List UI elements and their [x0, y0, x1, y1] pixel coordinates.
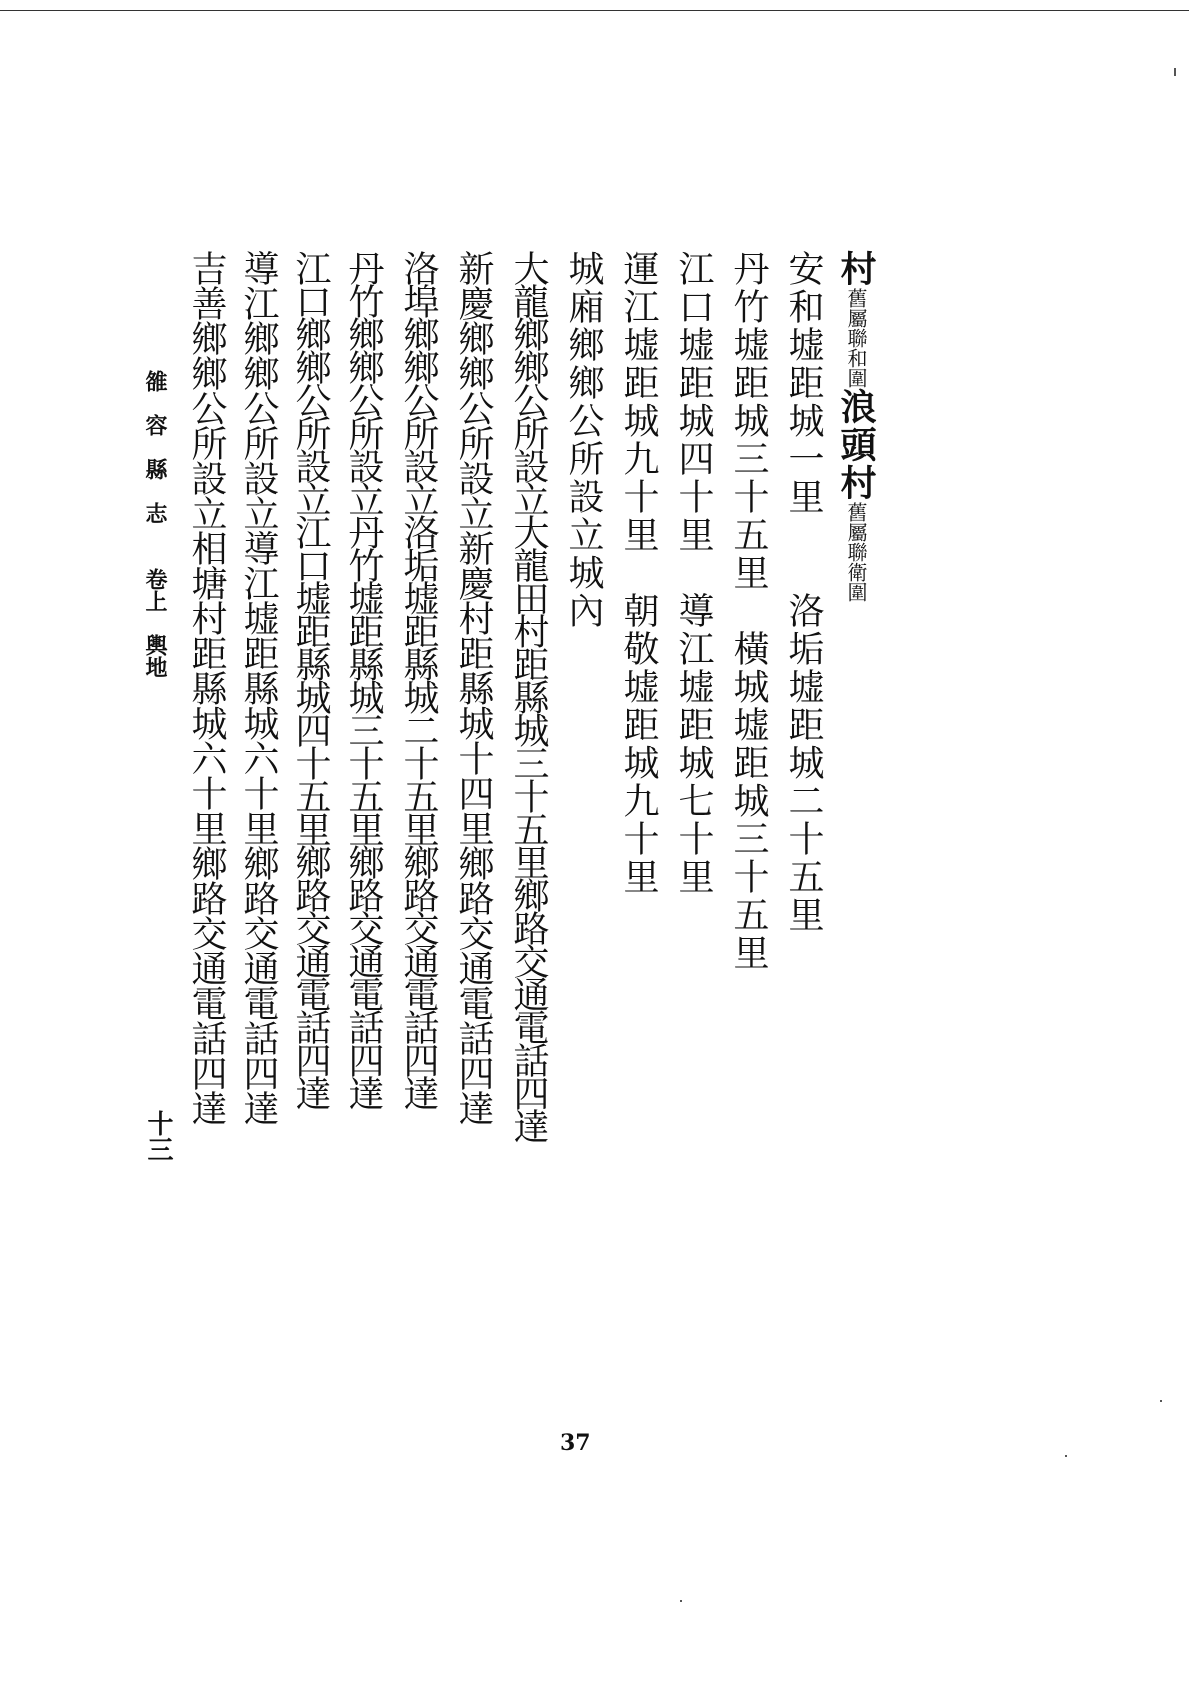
- annotation-note: 舊屬聯和圍: [844, 288, 868, 388]
- text-column: 江口墟距城四十里 導江墟距城七十里: [673, 250, 714, 896]
- text-column-header: [835, 250, 877, 602]
- text-column: 洛埠鄉鄉公所設立洛垢墟距縣城二十五里鄉路交通電話四達: [398, 250, 439, 1108]
- scan-speck: [1065, 1455, 1067, 1457]
- scan-speck: [680, 1600, 682, 1602]
- text-column: 城廂鄉鄉公所設立城內: [563, 250, 604, 630]
- text-column: 導江鄉鄉公所設立導江墟距縣城六十里鄉路交通電話四達: [238, 250, 279, 1125]
- text-column: 運江墟距城九十里 朝敬墟距城九十里: [618, 250, 659, 896]
- scan-speck: [1160, 1400, 1162, 1402]
- village-heading: 村: [835, 250, 877, 288]
- text-column: 丹竹鄉鄉公所設立丹竹墟距縣城三十五里鄉路交通電話四達: [343, 250, 384, 1108]
- text-column: 新慶鄉鄉公所設立新慶村距縣城十四里鄉路交通電話四達: [453, 250, 494, 1125]
- village-heading: 浪頭村: [835, 388, 877, 502]
- folio-number: 十三: [143, 1110, 173, 1162]
- text-column: 安和墟距城一里 洛垢墟距城二十五里: [783, 250, 824, 934]
- text-column: 吉善鄉鄉公所設立相塘村距縣城六十里鄉路交通電話四達: [186, 250, 227, 1125]
- text-column: 丹竹墟距城三十五里 橫城墟距城三十五里: [728, 250, 769, 972]
- text-column: 江口鄉鄉公所設立江口墟距縣城四十五里鄉路交通電話四達: [290, 250, 331, 1108]
- book-title-footer: 雒 容 縣 志 卷上 輿地: [142, 370, 168, 678]
- page-number: 37: [560, 1430, 591, 1456]
- text-column: 大龍鄉鄉公所設立大龍田村距縣城三十五里鄉路交通電話四達: [508, 250, 549, 1141]
- annotation-note: 舊屬聯衛圍: [844, 502, 868, 602]
- top-border-line: [0, 10, 1189, 11]
- scan-speck: [1174, 68, 1176, 76]
